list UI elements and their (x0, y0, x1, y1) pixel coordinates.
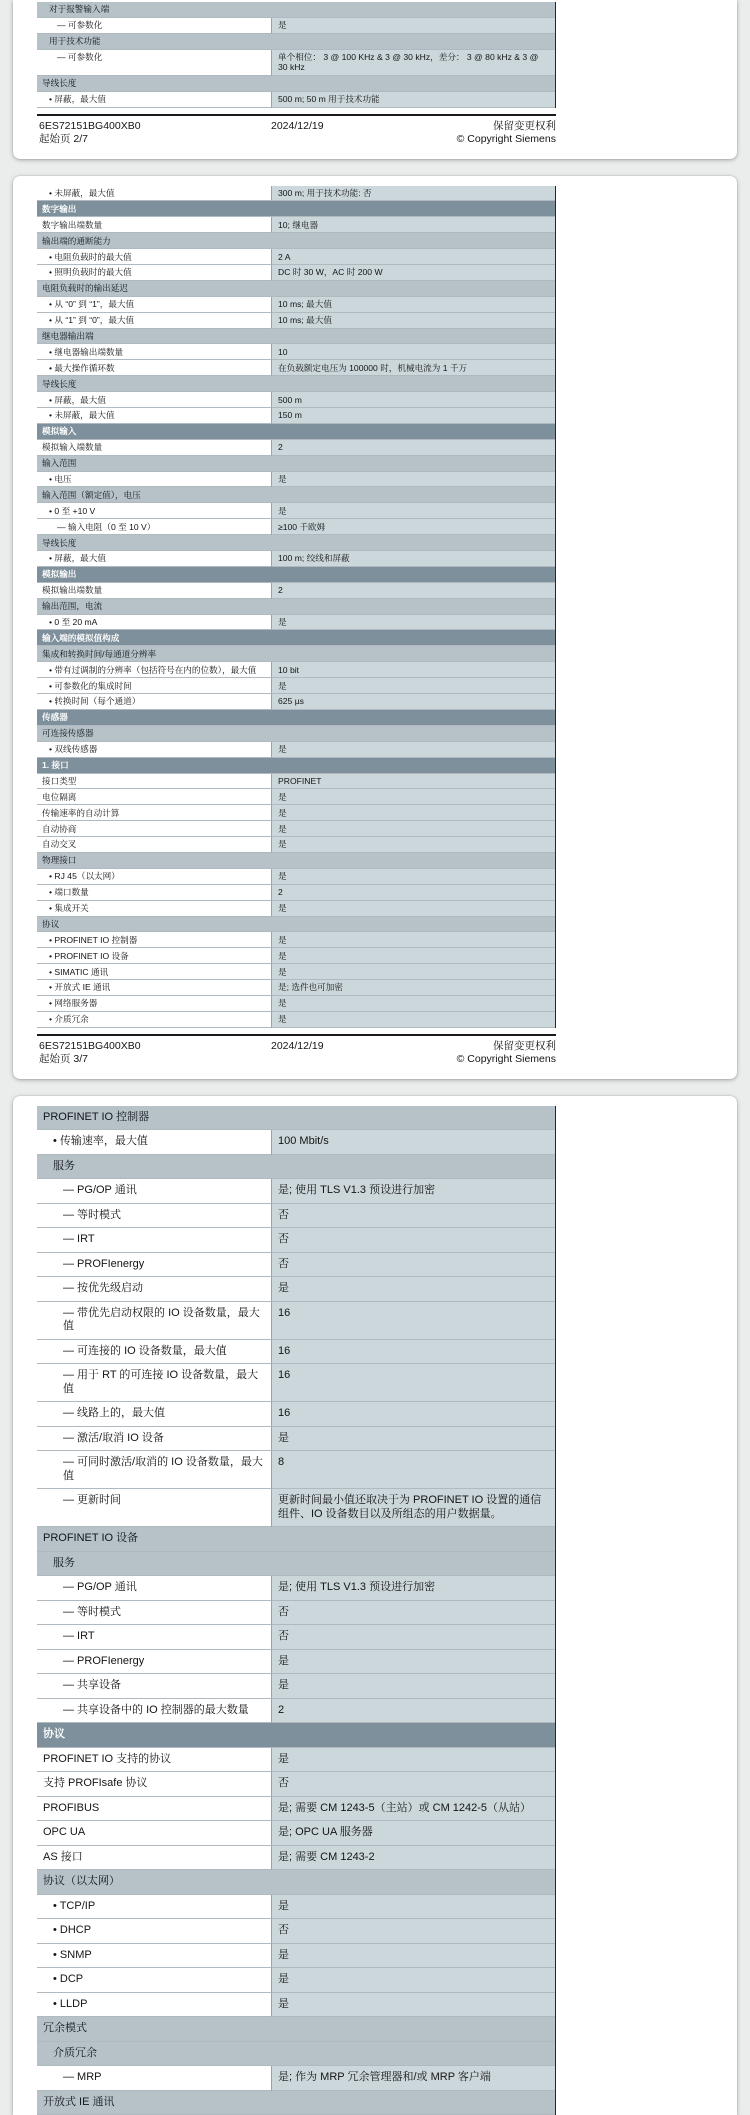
spec-row (37, 186, 555, 202)
spec-row (37, 1674, 555, 1699)
spec-label: • 未屏蔽，最大值 (37, 186, 271, 202)
spec-value: 否 (271, 1253, 555, 1278)
spec-value: 是 (271, 964, 555, 980)
spec-label: — 带优先启动权限的 IO 设备数量，最大值 (37, 1302, 271, 1340)
spec-row (37, 265, 555, 281)
spec-label: — PG/OP 通讯 (37, 1576, 271, 1601)
spec-value: 2 (271, 583, 555, 599)
spec-value: 是 (271, 1650, 555, 1675)
group-header (37, 726, 555, 742)
header-label: 导线长度 (37, 535, 555, 551)
spec-value: 16 (271, 1302, 555, 1340)
spec-row (37, 1919, 555, 1944)
spec-label: • 集成开关 (37, 901, 271, 917)
spec-row (37, 1772, 555, 1797)
spec-row (37, 392, 555, 408)
spec-label: — 更新时间 (37, 1489, 271, 1527)
spec-row (37, 1846, 555, 1871)
spec-label: — 共享设备中的 IO 控制器的最大数量 (37, 1699, 271, 1724)
spec-row (37, 519, 555, 535)
header-label: 可连接传感器 (37, 726, 555, 742)
spec-label: 模拟输出端数量 (37, 583, 271, 599)
spec-row (37, 615, 555, 631)
spec-value: 是 (271, 805, 555, 821)
spec-row (37, 1228, 555, 1253)
header-label: 协议 (37, 917, 555, 933)
spec-value: 是 (271, 1993, 555, 2018)
spec-value: 否 (271, 1625, 555, 1650)
spec-value: 8 (271, 1451, 555, 1489)
spec-label: PROFIBUS (37, 1797, 271, 1822)
spec-value: PROFINET (271, 774, 555, 790)
spec-label: • 0 至 20 mA (37, 615, 271, 631)
spec-row (37, 1944, 555, 1969)
spec-value: 是 (271, 1895, 555, 1920)
group-header (37, 535, 555, 551)
spec-value: 10 bit (271, 662, 555, 678)
datasheet-page-3 (13, 176, 737, 1079)
section-header (37, 1723, 555, 1748)
spec-value: 是; 使用 TLS V1.3 预设进行加密 (271, 1179, 555, 1204)
spec-label: — 等时模式 (37, 1601, 271, 1626)
spec-label: — IRT (37, 1625, 271, 1650)
header-label: 用于技术功能 (37, 34, 555, 50)
spec-value: 2 (271, 885, 555, 901)
group-header (37, 487, 555, 503)
spec-value: 10 (271, 344, 555, 360)
spec-label: OPC UA (37, 1821, 271, 1846)
spec-value: 是; OPC UA 服务器 (271, 1821, 555, 1846)
spec-value: 300 m; 用于技术功能: 否 (271, 186, 555, 202)
spec-row (37, 1699, 555, 1724)
group-header (37, 853, 555, 869)
spec-row (37, 249, 555, 265)
spec-label: • PROFINET IO 设备 (37, 948, 271, 964)
spec-row (37, 1340, 555, 1365)
spec-row (37, 837, 555, 853)
spec-value: 否 (271, 1919, 555, 1944)
spec-row (37, 1277, 555, 1302)
spec-value: 是 (271, 1427, 555, 1452)
spec-row (37, 92, 555, 108)
group-header (37, 1155, 555, 1180)
spec-row (37, 964, 555, 980)
spec-value: 是 (271, 837, 555, 853)
spec-label: — 激活/取消 IO 设备 (37, 1427, 271, 1452)
datasheet-page-2-bottom (13, 0, 737, 159)
footer-rights: 保留变更权利 (493, 1039, 556, 1052)
header-label: 输入范围 (37, 456, 555, 472)
spec-row (37, 932, 555, 948)
spec-row (37, 678, 555, 694)
spec-label: • LLDP (37, 1993, 271, 2018)
spec-row (37, 18, 555, 34)
group-header (37, 917, 555, 933)
spec-row (37, 1797, 555, 1822)
spec-row (37, 1451, 555, 1489)
spec-row (37, 472, 555, 488)
spec-value: 是 (271, 932, 555, 948)
spec-row (37, 217, 555, 233)
footer-part-number: 6ES72151BG400XB0 (39, 119, 141, 132)
header-label: 开放式 IE 通讯 (37, 2091, 555, 2115)
spec-row (37, 360, 555, 376)
spec-value: 150 m (271, 408, 555, 424)
header-label: 输出端的通断能力 (37, 233, 555, 249)
header-label: 电阻负载时的输出延迟 (37, 281, 555, 297)
spec-value: 100 m; 绞线和屏蔽 (271, 551, 555, 567)
spec-label: • 转换时间（每个通道） (37, 694, 271, 710)
header-label: 输出范围，电流 (37, 599, 555, 615)
spec-row (37, 313, 555, 329)
spec-label: — MRP (37, 2066, 271, 2091)
header-label: 冗余模式 (37, 2017, 555, 2042)
spec-value: ≥100 千欧姆 (271, 519, 555, 535)
section-header (37, 710, 555, 726)
spec-label: • 最大操作循环数 (37, 360, 271, 376)
spec-value: 是 (271, 1968, 555, 1993)
header-label: 对于报警输入端 (37, 2, 555, 18)
spec-row (37, 901, 555, 917)
header-label: 物理接口 (37, 853, 555, 869)
spec-label: 接口类型 (37, 774, 271, 790)
spec-label: • 0 至 +10 V (37, 503, 271, 519)
spec-row (37, 1402, 555, 1427)
spec-row (37, 503, 555, 519)
spec-row (37, 869, 555, 885)
spec-label: — 用于 RT 的可连接 IO 设备数量，最大值 (37, 1364, 271, 1402)
group-header (37, 646, 555, 662)
footer-date: 2024/12/19 (271, 1039, 324, 1052)
spec-label: • 屏蔽，最大值 (37, 92, 271, 108)
spec-value: 是 (271, 1674, 555, 1699)
spec-label: PROFINET IO 支持的协议 (37, 1748, 271, 1773)
spec-value: 单个相位： 3 @ 100 KHz & 3 @ 30 kHz，差分： 3 @ 80 kHz & 3 @ 30 kHz (271, 50, 555, 76)
spec-row (37, 821, 555, 837)
page-footer (37, 114, 556, 159)
spec-value: 2 (271, 440, 555, 456)
spec-label: • 带有过调制的分辨率（包括符号在内的位数），最大值 (37, 662, 271, 678)
spec-table (37, 2, 556, 108)
header-label: 集成和转换时间/每通道分辨率 (37, 646, 555, 662)
header-label: 输入范围（额定值），电压 (37, 487, 555, 503)
group-header (37, 1870, 555, 1895)
group-header (37, 1106, 555, 1131)
header-label: 导线长度 (37, 76, 555, 92)
spec-label: AS 接口 (37, 1846, 271, 1871)
header-label: 1. 接口 (37, 758, 555, 774)
spec-row (37, 1489, 555, 1527)
spec-row (37, 742, 555, 758)
group-header (37, 2, 555, 18)
spec-label: • 继电器输出端数量 (37, 344, 271, 360)
spec-value: 16 (271, 1402, 555, 1427)
footer-page-label: 起始页 3/7 (39, 1052, 89, 1065)
footer-left (37, 120, 271, 146)
group-header (37, 2091, 555, 2115)
spec-label: • 双线传感器 (37, 742, 271, 758)
spec-row (37, 344, 555, 360)
spec-value: 是 (271, 869, 555, 885)
spec-value: 16 (271, 1364, 555, 1402)
footer-part-number: 6ES72151BG400XB0 (39, 1039, 141, 1052)
section-header (37, 424, 555, 440)
spec-value: 10; 继电器 (271, 217, 555, 233)
spec-label: — 线路上的，最大值 (37, 1402, 271, 1427)
spec-row (37, 2066, 555, 2091)
footer-copyright: © Copyright Siemens (456, 132, 556, 145)
spec-row (37, 297, 555, 313)
spec-row (37, 1625, 555, 1650)
spec-row (37, 1302, 555, 1340)
spec-label: • 从 “1” 到 “0”，最大值 (37, 313, 271, 329)
spec-label: • 网络服务器 (37, 996, 271, 1012)
spec-label: 数字输出端数量 (37, 217, 271, 233)
spec-value: 否 (271, 1204, 555, 1229)
spec-label: 自动协商 (37, 821, 271, 837)
spec-value: 是; 需要 CM 1243-5（主站）或 CM 1242-5（从站） (271, 1797, 555, 1822)
spec-row (37, 408, 555, 424)
spec-value: 10 ms; 最大值 (271, 297, 555, 313)
spec-label: • SIMATIC 通讯 (37, 964, 271, 980)
spec-value: 16 (271, 1340, 555, 1365)
spec-value: DC 时 30 W，AC 时 200 W (271, 265, 555, 281)
spec-label: • 电压 (37, 472, 271, 488)
spec-label: — 等时模式 (37, 1204, 271, 1229)
spec-label: 电位隔离 (37, 789, 271, 805)
footer-page-label: 起始页 2/7 (39, 132, 89, 145)
spec-row (37, 1576, 555, 1601)
spec-label: • DHCP (37, 1919, 271, 1944)
spec-row (37, 885, 555, 901)
spec-row (37, 1130, 555, 1155)
spec-label: 自动交叉 (37, 837, 271, 853)
section-header (37, 758, 555, 774)
spec-label: — PROFIenergy (37, 1253, 271, 1278)
spec-value: 是 (271, 1944, 555, 1969)
spec-row (37, 1364, 555, 1402)
spec-value: 2 (271, 1699, 555, 1724)
spec-value: 10 ms; 最大值 (271, 313, 555, 329)
spec-label: 支持 PROFIsafe 协议 (37, 1772, 271, 1797)
footer-date: 2024/12/19 (271, 119, 324, 132)
spec-label: • 电阻负载时的最大值 (37, 249, 271, 265)
spec-value: 是 (271, 678, 555, 694)
header-label: 协议 (37, 1723, 555, 1748)
spec-row (37, 774, 555, 790)
spec-label: • 从 “0” 到 “1”，最大值 (37, 297, 271, 313)
spec-value: 625 µs (271, 694, 555, 710)
spec-row (37, 789, 555, 805)
spec-label: • 开放式 IE 通讯 (37, 980, 271, 996)
spec-value: 是 (271, 901, 555, 917)
group-header (37, 2017, 555, 2042)
spec-label: • RJ 45（以太网） (37, 869, 271, 885)
group-header (37, 233, 555, 249)
footer-right (457, 1040, 556, 1066)
spec-value: 否 (271, 1601, 555, 1626)
spec-label: — 可参数化 (37, 50, 271, 76)
spec-row (37, 1821, 555, 1846)
spec-value: 是; 需要 CM 1243-2 (271, 1846, 555, 1871)
spec-label: — 可参数化 (37, 18, 271, 34)
spec-value: 是 (271, 948, 555, 964)
header-label: 数字输出 (37, 201, 555, 217)
spec-value: 在负载额定电压为 100000 时，机械电流为 1 千万 (271, 360, 555, 376)
footer-right (457, 120, 556, 146)
spec-label: • 介质冗余 (37, 1012, 271, 1028)
spec-value: 否 (271, 1772, 555, 1797)
group-header (37, 1552, 555, 1577)
spec-row (37, 50, 555, 76)
section-header (37, 630, 555, 646)
group-header (37, 281, 555, 297)
group-header (37, 76, 555, 92)
spec-row (37, 1012, 555, 1028)
spec-value: 是 (271, 789, 555, 805)
spec-value: 是 (271, 472, 555, 488)
spec-row (37, 1427, 555, 1452)
spec-row (37, 1993, 555, 2018)
section-header (37, 201, 555, 217)
spec-row (37, 996, 555, 1012)
footer-left (37, 1040, 271, 1066)
header-label: 导线长度 (37, 376, 555, 392)
spec-label: • TCP/IP (37, 1895, 271, 1920)
spec-row (37, 1179, 555, 1204)
spec-row (37, 1895, 555, 1920)
spec-value: 是; 使用 TLS V1.3 预设进行加密 (271, 1576, 555, 1601)
spec-row (37, 1968, 555, 1993)
spec-value: 是 (271, 615, 555, 631)
spec-table (37, 1106, 556, 2115)
header-label: 协议（以太网） (37, 1870, 555, 1895)
spec-row (37, 694, 555, 710)
group-header (37, 329, 555, 345)
spec-table (37, 186, 556, 1028)
spec-value: 是 (271, 996, 555, 1012)
spec-row (37, 1601, 555, 1626)
spec-label: — 可同时激活/取消的 IO 设备数量，最大值 (37, 1451, 271, 1489)
spec-row (37, 1253, 555, 1278)
spec-value: 是; 选件也可加密 (271, 980, 555, 996)
group-header (37, 2042, 555, 2067)
spec-label: — IRT (37, 1228, 271, 1253)
spec-row (37, 1650, 555, 1675)
page-footer (37, 1034, 556, 1079)
spec-value: 是 (271, 821, 555, 837)
spec-value: 更新时间最小值还取决于为 PROFINET IO 设置的通信组件、IO 设备数目以及所组态的用户数据量。 (271, 1489, 555, 1527)
datasheet-page-4-top (13, 1096, 737, 2115)
spec-row (37, 583, 555, 599)
spec-label: — PG/OP 通讯 (37, 1179, 271, 1204)
header-label: 服务 (37, 1552, 555, 1577)
group-header (37, 34, 555, 50)
spec-label: — PROFIenergy (37, 1650, 271, 1675)
spec-value: 是 (271, 503, 555, 519)
spec-label: — 按优先级启动 (37, 1277, 271, 1302)
footer-copyright: © Copyright Siemens (456, 1052, 556, 1065)
spec-label: • 照明负载时的最大值 (37, 265, 271, 281)
header-label: 模拟输入 (37, 424, 555, 440)
spec-value: 500 m; 50 m 用于技术功能 (271, 92, 555, 108)
group-header (37, 599, 555, 615)
header-label: 传感器 (37, 710, 555, 726)
footer-rights: 保留变更权利 (493, 119, 556, 132)
spec-value: 是 (271, 18, 555, 34)
spec-value: 500 m (271, 392, 555, 408)
spec-label: • 屏蔽，最大值 (37, 551, 271, 567)
spec-row (37, 805, 555, 821)
spec-label: • DCP (37, 1968, 271, 1993)
spec-value: 否 (271, 1228, 555, 1253)
spec-row (37, 980, 555, 996)
header-label: PROFINET IO 设备 (37, 1527, 555, 1552)
spec-value: 2 A (271, 249, 555, 265)
spec-value: 是 (271, 1012, 555, 1028)
spec-value: 是 (271, 742, 555, 758)
group-header (37, 376, 555, 392)
spec-value: 100 Mbit/s (271, 1130, 555, 1155)
spec-value: 是 (271, 1277, 555, 1302)
section-header (37, 567, 555, 583)
spec-label: • SNMP (37, 1944, 271, 1969)
spec-label: • 未屏蔽，最大值 (37, 408, 271, 424)
spec-row (37, 551, 555, 567)
spec-row (37, 1748, 555, 1773)
group-header (37, 456, 555, 472)
spec-label: — 共享设备 (37, 1674, 271, 1699)
spec-label: — 可连接的 IO 设备数量，最大值 (37, 1340, 271, 1365)
header-label: 输入端的模拟值构成 (37, 630, 555, 646)
spec-label: — 输入电阻（0 至 10 V） (37, 519, 271, 535)
spec-label: • 可参数化的集成时间 (37, 678, 271, 694)
header-label: 介质冗余 (37, 2042, 555, 2067)
spec-row (37, 1204, 555, 1229)
spec-row (37, 440, 555, 456)
spec-label: • 端口数量 (37, 885, 271, 901)
header-label: 服务 (37, 1155, 555, 1180)
header-label: PROFINET IO 控制器 (37, 1106, 555, 1131)
spec-label: 模拟输入端数量 (37, 440, 271, 456)
spec-row (37, 662, 555, 678)
spec-label: • 传输速率，最大值 (37, 1130, 271, 1155)
spec-row (37, 948, 555, 964)
spec-value: 是 (271, 1748, 555, 1773)
spec-value: 是; 作为 MRP 冗余管理器和/或 MRP 客户端 (271, 2066, 555, 2091)
spec-label: 传输速率的自动计算 (37, 805, 271, 821)
header-label: 继电器输出端 (37, 329, 555, 345)
spec-label: • PROFINET IO 控制器 (37, 932, 271, 948)
group-header (37, 1527, 555, 1552)
header-label: 模拟输出 (37, 567, 555, 583)
spec-label: • 屏蔽，最大值 (37, 392, 271, 408)
